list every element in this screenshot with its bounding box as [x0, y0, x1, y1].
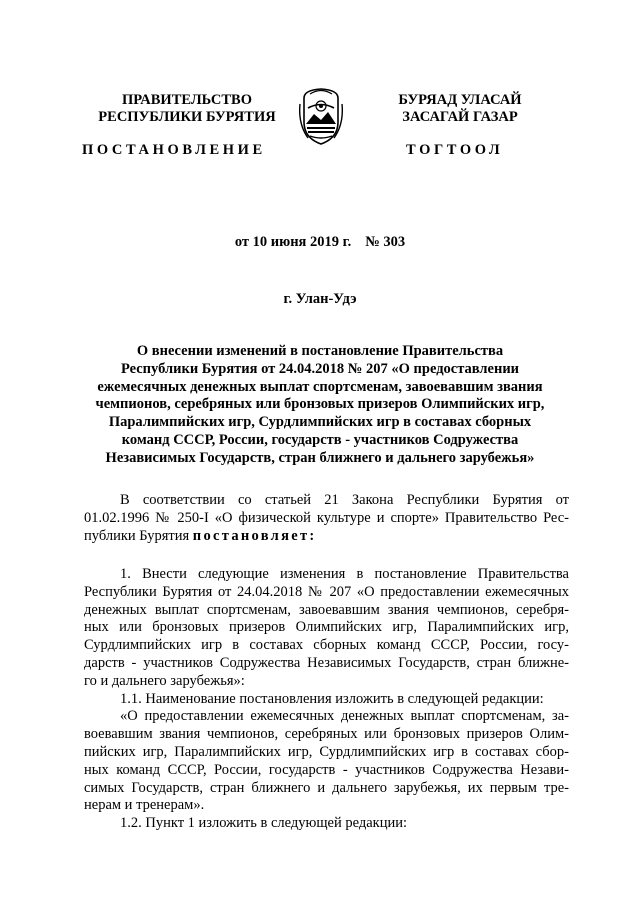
- title-line: ежемесячных денежных выплат спортсменам, завоевавшим звания: [97, 378, 543, 395]
- paragraph-line: ных или бронзовых призеров Олимпийских игр, Паралимпийских игр,: [84, 619, 569, 636]
- preamble-line: В соответствии со статьей 21 Закона Республики Бурятия от: [120, 492, 569, 508]
- paragraph-line: дарств - участников Содружества Независимых Государств, стран ближне-: [84, 654, 569, 671]
- issuer-buryat-line-1: БУРЯАД УЛАСАЙ: [398, 92, 522, 108]
- document-number: № 303: [365, 234, 406, 250]
- title-line: Республики Бурятия от 24.04.2018 № 207 «О предоставлении: [120, 360, 520, 377]
- decree-keyword: постановляет:: [192, 527, 317, 544]
- coat-of-arms-emblem: [296, 84, 346, 148]
- paragraph-1-1: 1.1. Наименование постановления изложить в следующей редакции:: [120, 690, 544, 707]
- document-title: [80, 343, 560, 468]
- preamble-paragraph: [84, 492, 569, 545]
- quote-line: пийских игр, Паралимпийских игр, Сурдлимпийских игр в составах сбор-: [84, 743, 569, 760]
- paragraph-line: 1. Внести следующие изменения в постановление Правительства: [120, 566, 569, 582]
- title-line: чемпионов, серебряных или бронзовых призеров Олимпийских игр,: [95, 396, 545, 413]
- paragraph-line: го и дальнего зарубежья»:: [84, 672, 245, 689]
- title-line: Паралимпийских игр, Сурдлимпийских игр в составах сборных: [108, 414, 532, 431]
- paragraph-1: [84, 566, 569, 833]
- preamble-line: 01.02.1996 № 250-I «О физической культуре и спорте» Правительство Рес-: [84, 509, 569, 526]
- document-city: г. Улан-Удэ: [283, 291, 357, 307]
- paragraph-1-2: 1.2. Пункт 1 изложить в следующей редакции:: [120, 815, 408, 832]
- paragraph-line: Республики Бурятия от 24.04.2018 № 207 «О предоставлении ежемесячных: [84, 583, 569, 600]
- issuer-russian: [82, 92, 292, 126]
- quote-line: воевавшим звания чемпионов, серебряных или бронзовых призеров Олим-: [84, 726, 569, 743]
- quote-line: ных команд СССР, России, государств - участников Содружества Незави-: [84, 761, 569, 778]
- paragraph-line: Сурдлимпийских игр в составах сборных команд СССР, России, госу-: [84, 637, 569, 654]
- title-line: Независимых Государств, стран ближнего и дальнего зарубежья»: [105, 449, 535, 466]
- issuer-buryat: [370, 92, 550, 126]
- issuer-russian-line-1: ПРАВИТЕЛЬСТВО: [122, 92, 252, 108]
- paragraph-line: денежных выплат спортсменам, завоевавшим звания чемпионов, серебря-: [84, 601, 569, 618]
- quote-line: симых Государств, стран ближнего и дальнего зарубежья, их первым тре-: [84, 779, 569, 796]
- issuer-russian-line-2: РЕСПУБЛИКИ БУРЯТИЯ: [98, 109, 276, 125]
- preamble-line: [84, 528, 569, 546]
- date-number-line: [0, 234, 640, 251]
- issuer-buryat-line-2: ЗАСАГАЙ ГАЗАР: [402, 109, 518, 125]
- doc-type-buryat: ТОГТООЛ: [406, 142, 504, 158]
- title-line: команд СССР, России, государств - участников Содружества: [121, 431, 519, 448]
- quote-line: нерам и тренерам».: [84, 797, 205, 814]
- preamble-line-start: публики Бурятия: [84, 527, 193, 544]
- doc-type-russian: ПОСТАНОВЛЕНИЕ: [82, 142, 266, 158]
- title-line: О внесении изменений в постановление Правительства: [136, 343, 504, 359]
- document-date: от 10 июня 2019 г.: [234, 234, 352, 250]
- quote-line: «О предоставлении ежемесячных денежных выплат спортсменам, за-: [120, 708, 569, 725]
